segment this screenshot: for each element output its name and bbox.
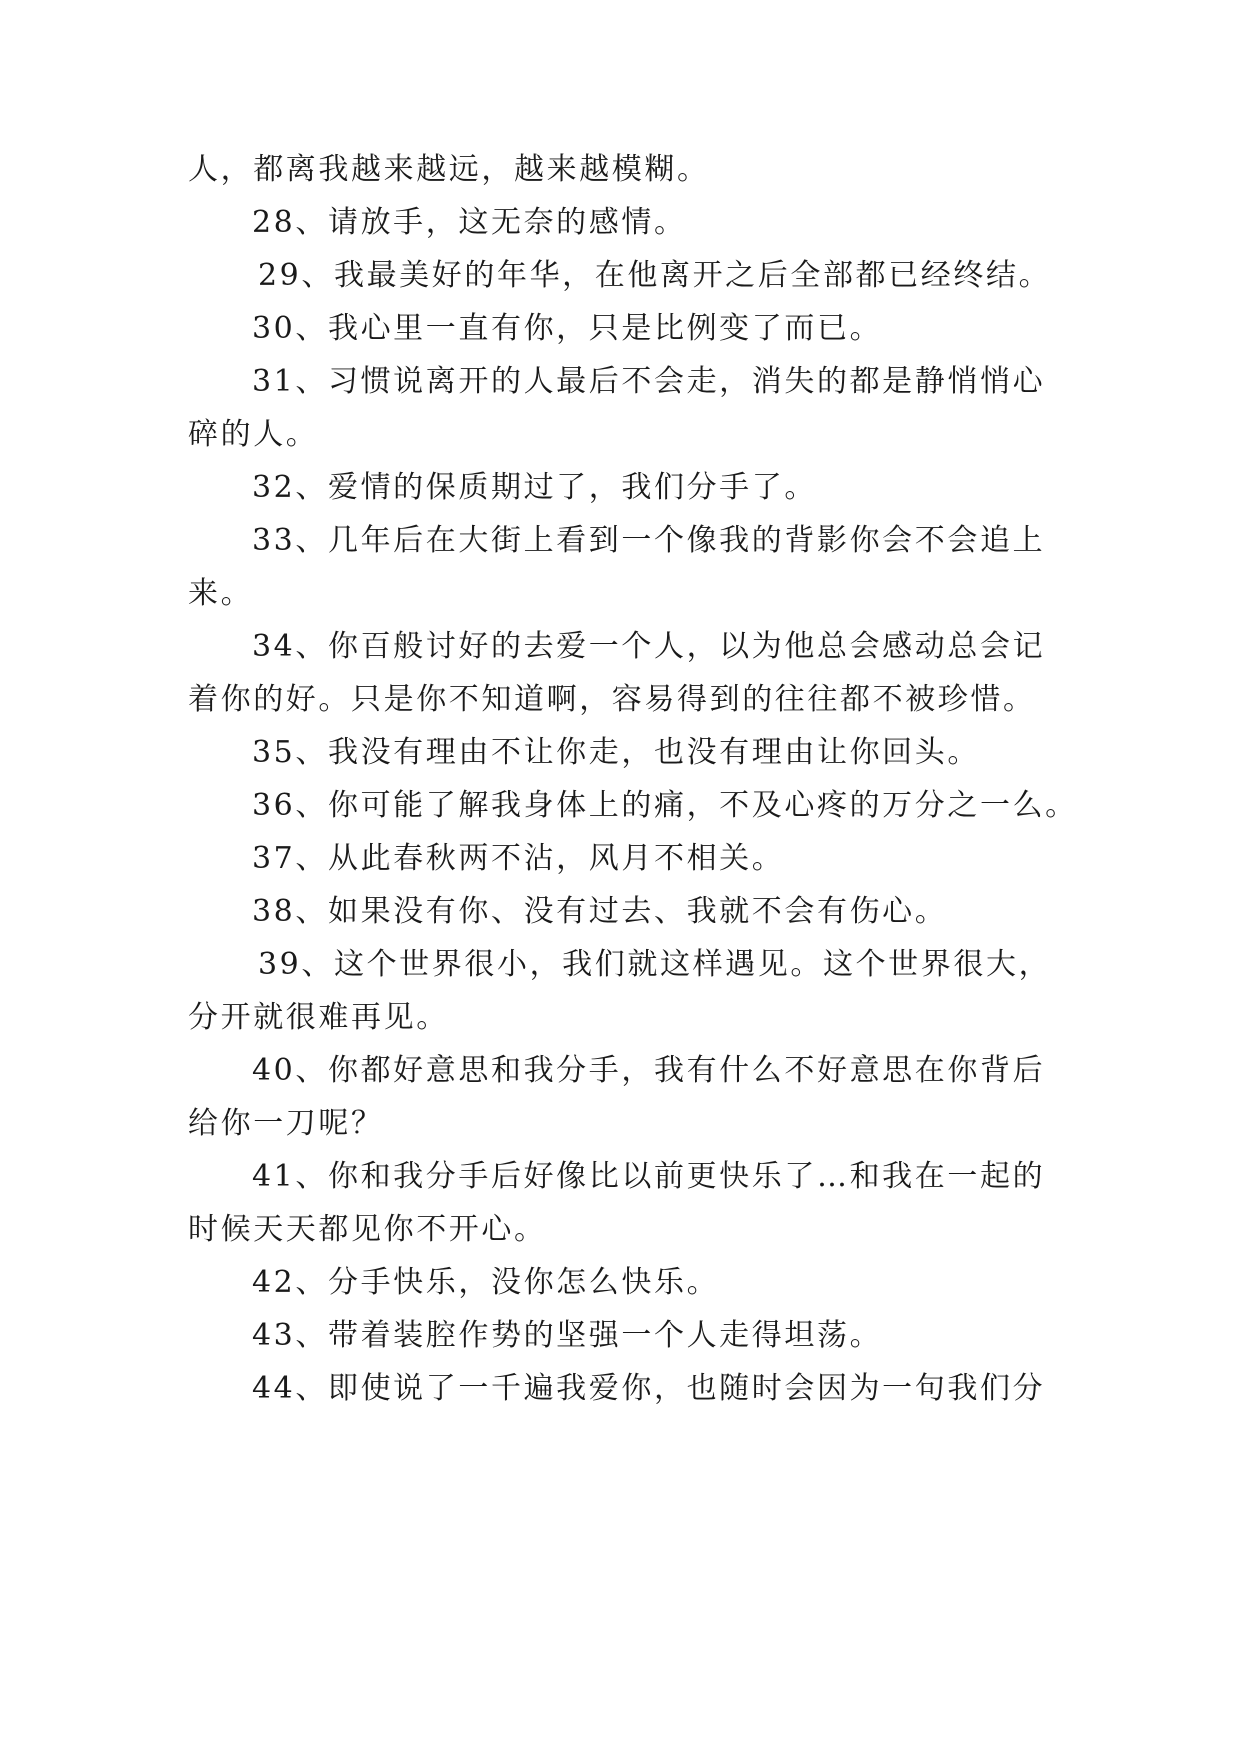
text-line: 32、爱情的保质期过了，我们分手了。	[252, 470, 817, 505]
text-line: 28、请放手，这无奈的感情。	[252, 205, 687, 240]
text-line: 分开就很难再见。	[188, 1000, 449, 1035]
text-line: 时候天天都见你不开心。	[188, 1212, 547, 1247]
text-line: 39、这个世界很小，我们就这样遇见。这个世界很大，	[258, 947, 1052, 982]
text-line: 43、带着装腔作势的坚强一个人走得坦荡。	[252, 1318, 883, 1353]
text-line: 35、我没有理由不让你走，也没有理由让你回头。	[252, 735, 980, 770]
text-line: 碎的人。	[188, 417, 319, 452]
text-line: 来。	[188, 576, 254, 611]
text-line: 42、分手快乐，没你怎么快乐。	[252, 1265, 720, 1300]
text-line: 40、你都好意思和我分手，我有什么不好意思在你背后	[252, 1053, 1046, 1088]
text-line: 31、习惯说离开的人最后不会走，消失的都是静悄悄心	[252, 364, 1046, 399]
text-line: 33、几年后在大街上看到一个像我的背影你会不会追上	[252, 523, 1046, 558]
text-line: 29、我最美好的年华，在他离开之后全部都已经终结。	[258, 258, 1052, 293]
text-line: 给你一刀呢？	[188, 1106, 384, 1141]
text-line: 30、我心里一直有你，只是比例变了而已。	[252, 311, 883, 346]
text-line: 人，都离我越来越远，越来越模糊。	[188, 152, 710, 187]
text-line: 着你的好。只是你不知道啊，容易得到的往往都不被珍惜。	[188, 682, 1036, 717]
text-line: 34、你百般讨好的去爱一个人，以为他总会感动总会记	[252, 629, 1046, 664]
text-line: 38、如果没有你、没有过去、我就不会有伤心。	[252, 894, 948, 929]
text-line: 37、从此春秋两不沾，风月不相关。	[252, 841, 785, 876]
text-line: 44、即使说了一千遍我爱你，也随时会因为一句我们分	[252, 1371, 1046, 1406]
text-line: 36、你可能了解我身体上的痛，不及心疼的万分之一么。	[252, 788, 1078, 823]
text-line: 41、你和我分手后好像比以前更快乐了…和我在一起的	[252, 1159, 1046, 1194]
